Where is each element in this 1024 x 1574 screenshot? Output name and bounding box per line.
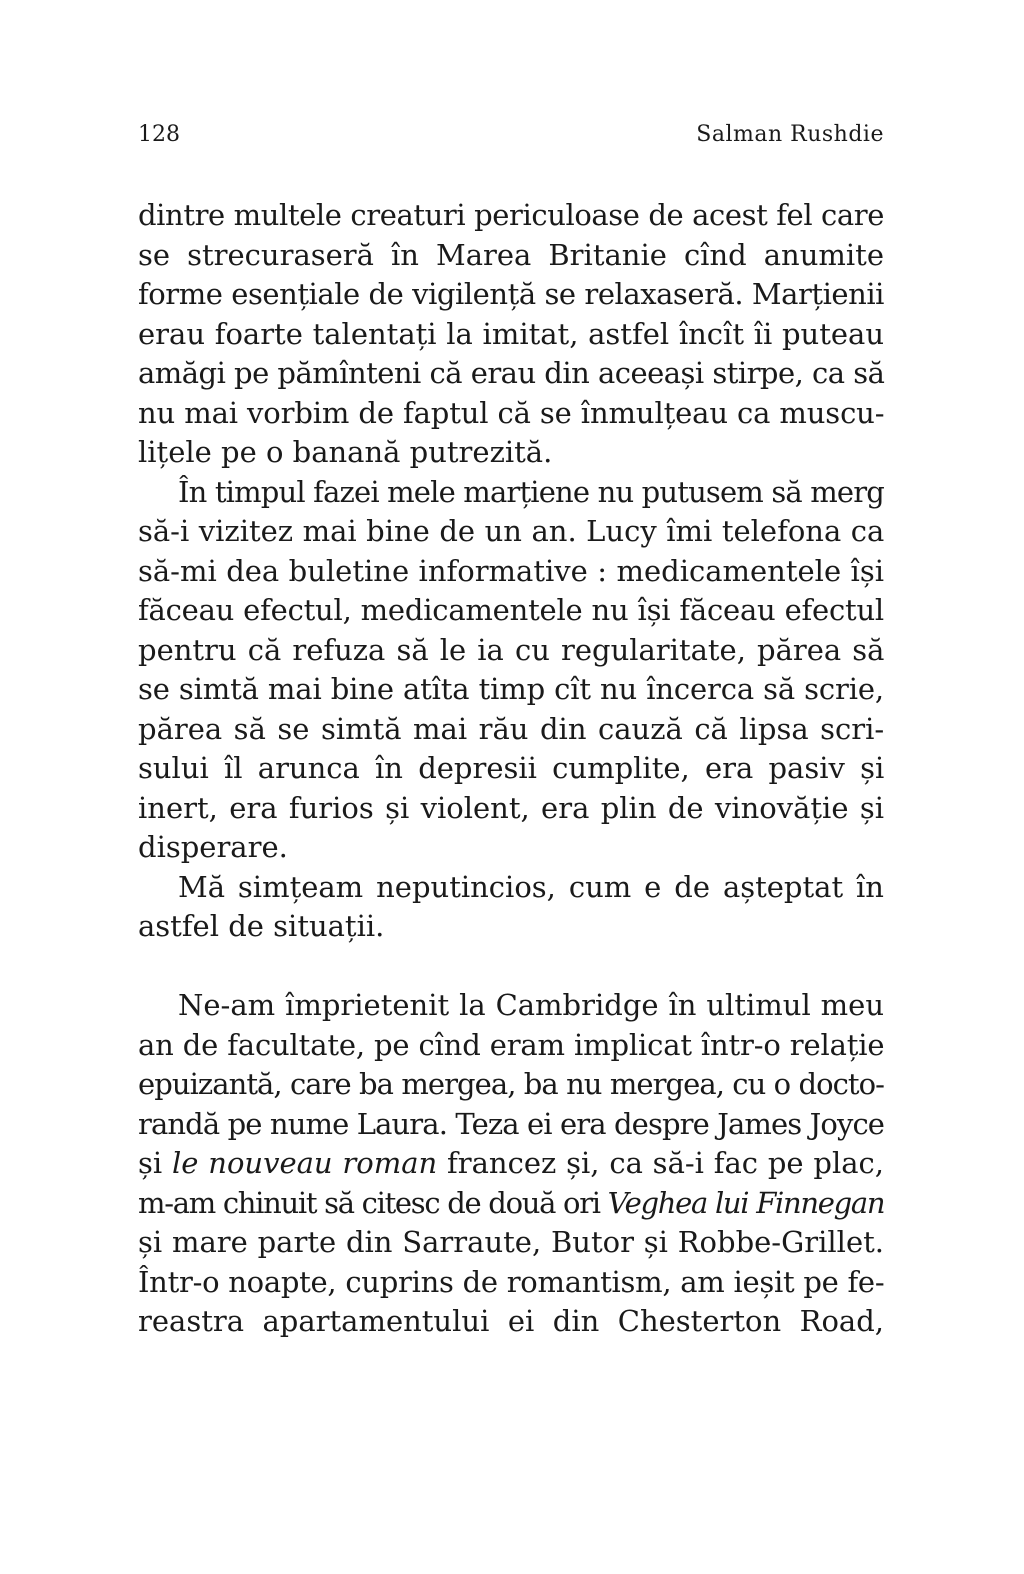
text-line: erau foarte talentați la imitat, astfel încît îi puteau bbox=[138, 316, 884, 351]
text-line: astfel de situații. bbox=[138, 909, 385, 943]
text-line: disperare. bbox=[138, 830, 288, 864]
text-line: forme esențiale de vigilență se relaxaseră. Marțienii bbox=[138, 277, 884, 311]
text-line: epuizantă, care ba mergea, ba nu mergea, cu o docto- bbox=[138, 1067, 884, 1101]
text-line: inert, era furios și violent, era plin de vinovăție și bbox=[138, 790, 884, 825]
body-text bbox=[138, 196, 884, 1342]
page-number: 128 bbox=[138, 122, 180, 147]
text-run: m-am chinuit să citesc de două ori bbox=[138, 1185, 608, 1220]
text-line: pentru că refuza să le ia cu regularitate, părea să bbox=[138, 632, 885, 667]
text-line bbox=[138, 1184, 884, 1224]
text-line: reastra apartamentului ei din Chesterton Road, bbox=[138, 1304, 884, 1338]
text-line: amăgi pe pămînteni că erau din aceeași stirpe, ca să bbox=[138, 356, 885, 390]
text-line: Ne-am împrietenit la Cambridge în ultimul meu bbox=[178, 988, 884, 1022]
text-line: să-mi dea buletine informative : medicamentele își bbox=[138, 553, 884, 588]
text-line: randă pe nume Laura. Teza ei era despre James Joyce bbox=[138, 1106, 885, 1141]
text-line: Mă simțeam neputincios, cum e de așteptat în bbox=[178, 869, 884, 904]
text-line: părea să se simtă mai rău din cauză că lipsa scri- bbox=[138, 711, 885, 746]
page-header bbox=[138, 122, 884, 156]
italic-title: le nouveau roman bbox=[172, 1146, 438, 1180]
text-run: și bbox=[138, 1146, 172, 1180]
text-line: În timpul fazei mele marțiene nu putusem să merg bbox=[178, 474, 884, 509]
text-line: sului îl arunca în depresii cumplite, era pasiv și bbox=[138, 751, 885, 785]
text-line: nu mai vorbim de faptul că se înmulțeau ca muscu- bbox=[138, 395, 885, 430]
italic-title: Veghea lui Finnegan bbox=[607, 1185, 885, 1220]
text-line: se simtă mai bine atîta timp cît nu încerca să scrie, bbox=[138, 672, 884, 706]
text-line: an de facultate, pe cînd eram implicat într-o relație bbox=[138, 1027, 885, 1062]
text-line: se strecuraseră în Marea Britanie cînd anumite bbox=[138, 237, 884, 272]
text-line: lițele pe o banană putrezită. bbox=[138, 435, 553, 469]
text-line: făceau efectul, medicamentele nu își făceau efectul bbox=[138, 593, 884, 627]
text-run: francez și, ca să-i fac pe plac, bbox=[437, 1146, 884, 1180]
text-line: să-i vizitez mai bine de un an. Lucy îmi telefona ca bbox=[138, 514, 885, 548]
running-head-author: Salman Rushdie bbox=[696, 122, 884, 147]
text-line bbox=[138, 1144, 884, 1184]
text-line: și mare parte din Sarraute, Butor și Robbe-Grillet. bbox=[138, 1225, 884, 1259]
text-line: Într-o noapte, cuprins de romantism, am ieșit pe fe- bbox=[138, 1264, 885, 1299]
section-break bbox=[138, 947, 884, 987]
text-line: dintre multele creaturi periculoase de acest fel care bbox=[138, 198, 884, 232]
